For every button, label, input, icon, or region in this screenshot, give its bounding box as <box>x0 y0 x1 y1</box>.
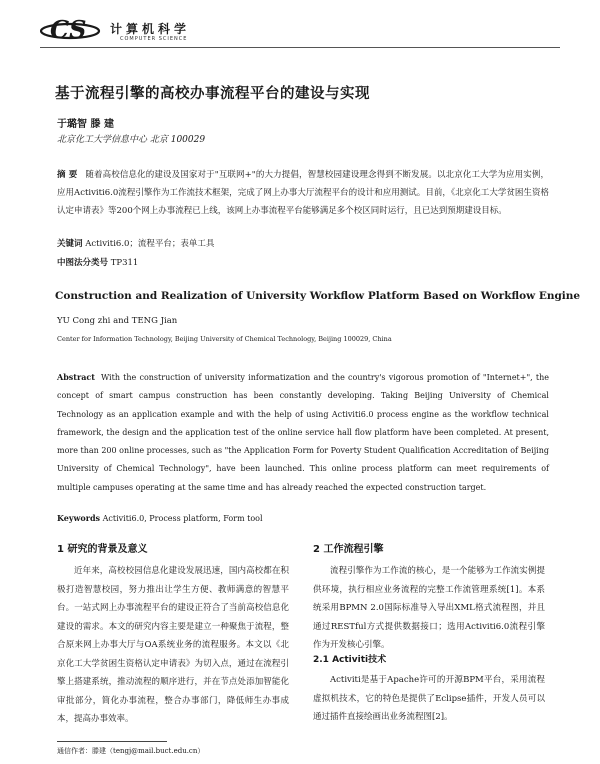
journal-subtitle: COMPUTER SCIENCE <box>120 36 188 42</box>
journal-logo <box>40 14 104 44</box>
paper-title-cn: 基于流程引擎的高校办事流程平台的建设与实现 <box>55 86 370 102</box>
affiliation-cn: 北京化工大学信息中心 北京 100029 <box>57 135 206 145</box>
keywords-en-label: Keywords <box>57 513 101 523</box>
keywords-cn-text: Activiti6.0；流程平台；表单工具 <box>85 239 215 249</box>
corresponding-author-footnote: 通信作者：滕建（tengj@mail.buct.edu.cn） <box>57 747 205 755</box>
keywords-cn <box>57 237 214 249</box>
subsection-2-1-heading: 2.1 Activiti技术 <box>313 655 387 665</box>
abstract-en <box>57 368 549 497</box>
header-divider <box>40 47 560 48</box>
authors-cn: 于璐智 滕 建 <box>57 119 114 130</box>
abstract-cn <box>57 166 549 220</box>
section-1-body: 近年来，高校校园信息化建设发展迅速，国内高校都在积极打造智慧校园，努力推出让学生方便、教师满意的智慧平台。一站式网上办事流程平台的建设正符合了当前高校信息化建设的需求。本文的研究内容主要是建立一种聚焦于流程，整合原来网上办事大厅与OA系统业务的流程服务。本文以《北京化工大学贫困生资格认定申请表》为切入点，通过在流程引擎上搭建系统，推动流程的顺序进行，并在节点处添加智能化审批部分，简化办事流程，整合办事部门，降低师生办事成本，提高办事效率。 <box>57 566 289 724</box>
section-2-body: 流程引擎作为工作流的核心，是一个能够为工作流实例提供环境，执行相应业务流程的完整工作流管理系统[1]。本系统采用BPMN 2.0国际标准导入导出XML格式流程图，并且通过RESTful方式提供数据接口；选用Activiti6.0流程引擎作为开发核心引擎。 <box>313 566 545 650</box>
footnote-divider <box>57 741 167 742</box>
authors-en: YU Cong zhi and TENG Jian <box>57 316 178 326</box>
abstract-en-text: With the construction of university informatization and the country's vigorous promotion of "Internet+", the concept of smart campus construction has been constantly developing. Taking Beijing University of Chemical Technology as an application example and with the help of using Activiti6.0 process engine as the workflow technical framework, the design and the application test of the online service hall flow platform have been completed. At present, more than 200 online processes, such as "the Application Form for Poverty Student Qualification Accreditation of Beijing University of Chemical Technology", have been launched. This online process platform can meet requirements of multiple campuses operating at the same time and has already reached the expected construction target. <box>57 373 550 492</box>
journal-header <box>40 14 570 48</box>
svg-text:CS: CS <box>50 15 87 44</box>
abstract-cn-text: 随着高校信息化的建设及国家对于"互联网+"的大力提倡，智慧校园建设理念得到不断发展。以北京化工大学为应用实例，应用Activiti6.0流程引擎作为工作流技术框架，完成了网上办事大厅流程平台的设计和应用测试。目前，《北京化工大学贫困生资格认定申请表》等200个网上办事流程已上线，该网上办事流程平台能够满足多个校区同时运行，且已达到预期建设目标。 <box>57 170 549 216</box>
journal-name: 计算机科学 <box>110 22 191 36</box>
abstract-cn-label: 摘 要 <box>57 170 78 180</box>
clc-text: TP311 <box>110 258 139 268</box>
affiliation-en: Center for Information Technology, Beijing University of Chemical Technology, Beijing 100029, China <box>57 335 392 343</box>
abstract-en-label: Abstract <box>57 372 95 382</box>
keywords-en-text: Activiti6.0, Process platform, Form tool <box>102 514 263 523</box>
clc-number <box>57 256 138 268</box>
keywords-cn-label: 关键词 <box>57 239 83 249</box>
paper-title-en: Construction and Realization of University Workflow Platform Based on Workflow Engine <box>55 290 581 302</box>
section-1-heading: 1 研究的背景及意义 <box>57 544 148 555</box>
clc-label: 中图法分类号 <box>57 258 109 268</box>
keywords-en <box>57 513 263 523</box>
subsection-2-1-body: Activiti是基于Apache许可的开源BPM平台，采用流程虚拟机技术，它的特色是提供了Eclipse插件，开发人员可以通过插件直接绘画出业务流程图[2]。 <box>313 675 545 722</box>
section-2-heading: 2 工作流程引擎 <box>313 544 384 555</box>
